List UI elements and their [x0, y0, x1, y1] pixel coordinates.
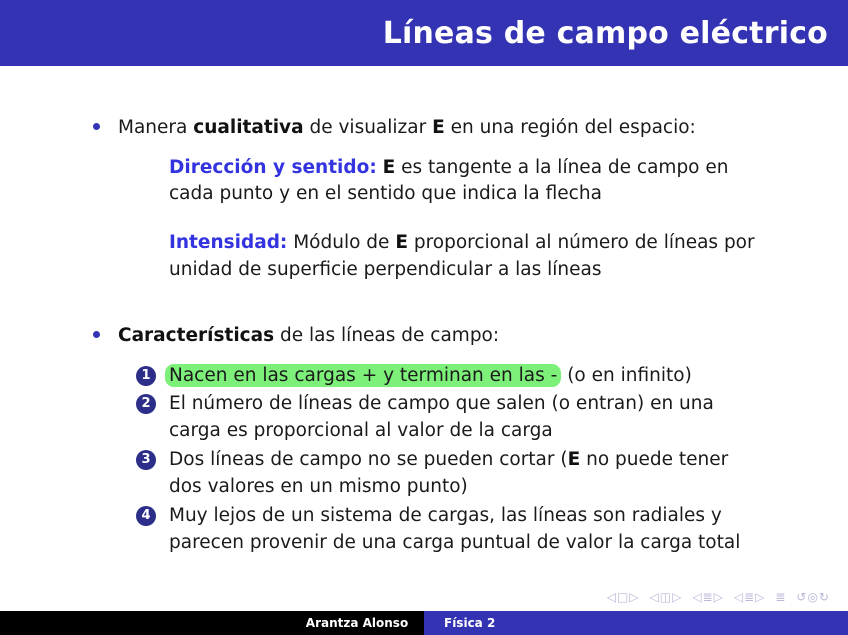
intensity-line-1 — [169, 231, 755, 255]
footer-course: Física 2 — [424, 611, 848, 635]
bold-text: Características — [118, 325, 275, 346]
bullet-marker — [93, 123, 100, 130]
bullet-marker — [93, 331, 100, 338]
footer-author: Arantza Alonso — [305, 616, 409, 630]
text-span: Módulo de — [287, 232, 396, 253]
intensity-line-2: unidad de superficie perpendicular a las líneas — [169, 259, 602, 280]
item-1-text — [169, 364, 692, 388]
text-span: Dos líneas de campo no se pueden cortar ( — [169, 449, 568, 470]
bullet-1-text — [118, 116, 696, 140]
text-span: (o en infinito) — [561, 365, 692, 386]
nav-subsection-icon[interactable]: ◁◫▷ — [649, 590, 683, 604]
item-number-3: 3 — [136, 450, 156, 470]
item-number-4: 4 — [136, 506, 156, 526]
bold-e: E — [395, 232, 408, 253]
nav-search-icon[interactable]: ↺◎↻ — [796, 590, 830, 604]
bold-e: E — [432, 117, 445, 138]
nav-part-icon[interactable]: ◁≣▷ — [733, 590, 766, 604]
slide-header — [0, 0, 848, 66]
item-4-line-2: parecen provenir de una carga puntual de valor la carga total — [169, 532, 741, 553]
text-span: en una región del espacio: — [444, 117, 696, 138]
direction-line-2: cada punto y en el sentido que indica la flecha — [169, 183, 602, 204]
text-span: proporcional al número de líneas por — [407, 232, 755, 253]
item-number-1: 1 — [136, 366, 156, 386]
nav-section-icon[interactable]: ◁≣▷ — [692, 590, 724, 604]
text-span: no puede tener — [580, 449, 729, 470]
bullet-2-text — [118, 324, 499, 348]
nav-frame-icon[interactable]: ◁□▷ — [606, 590, 640, 604]
bold-text: cualitativa — [193, 117, 304, 138]
item-2-line-2: carga es proporcional al valor de la carga — [169, 420, 553, 441]
highlighted-text: Nacen en las cargas + y terminan en las - — [165, 364, 561, 387]
direction-line-1 — [169, 156, 729, 180]
text-span: de visualizar — [303, 117, 433, 138]
item-number-2: 2 — [136, 394, 156, 414]
slide-footer — [0, 611, 848, 635]
item-4-line-1: Muy lejos de un sistema de cargas, las líneas son radiales y — [169, 505, 722, 526]
direction-label: Dirección y sentido: — [169, 157, 377, 178]
nav-align-icon[interactable]: ≣ — [775, 590, 787, 604]
text-span: de las líneas de campo: — [274, 325, 500, 346]
bold-e: E — [382, 157, 396, 178]
slide-title: Líneas de campo eléctrico — [382, 16, 828, 51]
item-3-line-2: dos valores en un mismo punto) — [169, 476, 468, 497]
text-span: es tangente a la línea de campo en — [395, 157, 729, 178]
text-span: Manera — [118, 117, 194, 138]
intensity-label: Intensidad: — [169, 232, 288, 253]
bold-e: E — [567, 449, 581, 470]
navigation-bar — [607, 590, 830, 606]
item-2-line-1: El número de líneas de campo que salen (o entran) en una — [169, 393, 714, 414]
item-3-line-1 — [169, 448, 728, 472]
